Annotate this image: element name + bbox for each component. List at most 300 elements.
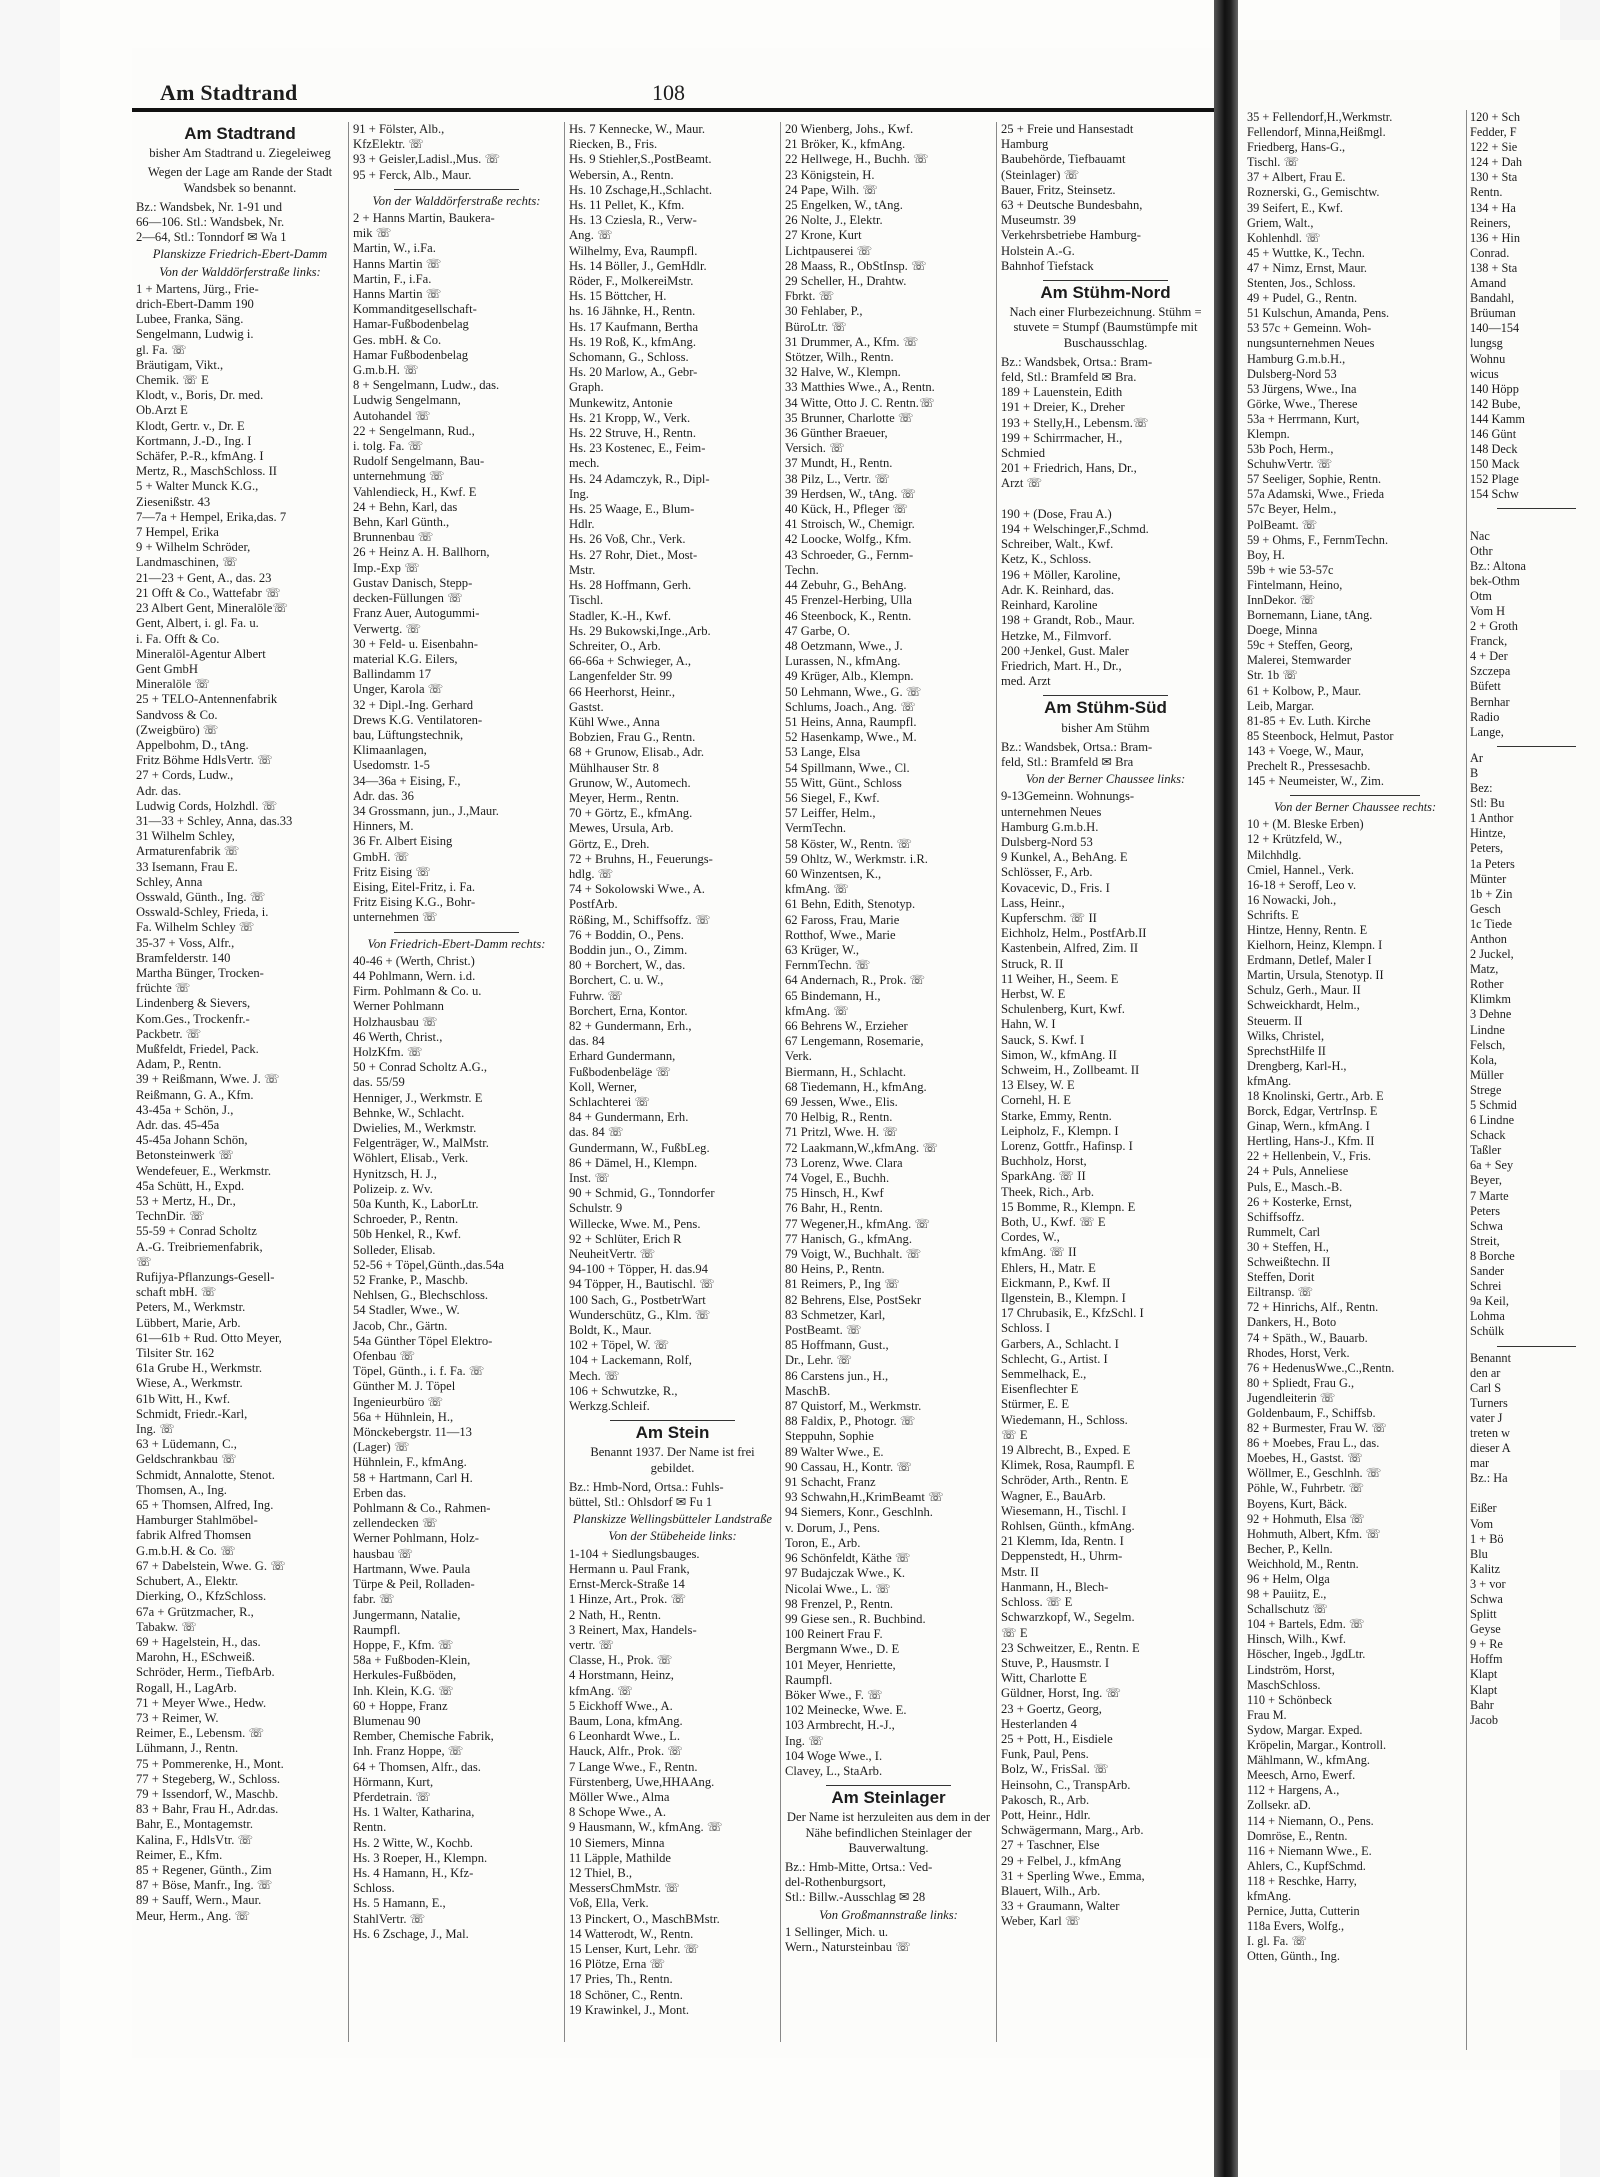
directory-entry: Werner Pohlmann	[353, 999, 444, 1014]
directory-entry: Gundermann, W., FußbLeg.	[569, 1140, 710, 1155]
directory-entry: Baubehörde, Tiefbauamt	[1001, 152, 1126, 167]
directory-entry: Eißer	[1470, 1501, 1497, 1516]
directory-entry: Fürstenberg, Uwe,HHAAng.	[569, 1774, 715, 1789]
directory-entry: 5 + Walter Munck K.G.,	[136, 479, 259, 494]
directory-entry: Ginap, Wern., kfmAng. I	[1247, 1119, 1370, 1134]
directory-entry: 66-66a + Schwieger, A.,	[569, 654, 692, 669]
directory-entry: Mählmann, W., kfmAng.	[1247, 1753, 1370, 1768]
directory-entry: 53 + Mertz, H., Dr.,	[136, 1194, 236, 1209]
directory-entry: 29 + Felbel, J., kfmAng	[1001, 1853, 1122, 1868]
directory-entry: Wiese, A., Werkmstr.	[136, 1376, 243, 1391]
directory-entry: Lorenz, Gottfr., Hafinsp. I	[1001, 1139, 1133, 1153]
directory-entry: 152 Plage	[1470, 472, 1519, 487]
directory-entry: i. Fa. Offt & Co.	[136, 631, 220, 646]
directory-entry: Tischl.	[569, 593, 604, 608]
directory-entry: Hamar-Fußbodenbelag	[353, 317, 469, 332]
directory-entry: Klapt	[1470, 1667, 1498, 1682]
directory-entry: Turners	[1470, 1395, 1508, 1410]
directory-entry: 44 Pohlmann, Wern. i.d.	[353, 968, 476, 983]
directory-entry: Otten, Günth., Ing.	[1247, 1949, 1340, 1964]
directory-entry: 64 + Thomsen, Alfr., das.	[353, 1759, 481, 1774]
directory-entry: Othr	[1470, 543, 1493, 558]
directory-entry: 79 + Issendorf, W., Maschb.	[136, 1786, 279, 1801]
directory-entry: 99 Giese sen., R. Buchbind.	[785, 1611, 926, 1626]
directory-entry: feld, Stl.: Bramfeld ✉ Bra	[1001, 754, 1134, 769]
directory-entry: Ges. mbH. & Co.	[353, 332, 442, 347]
directory-entry: 77 Hanisch, G., kfmAng.	[785, 1231, 912, 1246]
directory-entry: Verwertg. ☏	[353, 621, 422, 636]
directory-entry: Hintze,	[1470, 826, 1506, 841]
directory-entry: Pöhle, W., Fuhrbetr. ☏	[1247, 1481, 1364, 1496]
directory-entry: 74 + Sokolowski Wwe., A.	[569, 882, 705, 897]
directory-entry: Dr., Lehr. ☏	[785, 1353, 853, 1368]
directory-entry: Hanns Martin ☏	[353, 256, 442, 271]
directory-entry: BüroLtr. ☏	[785, 319, 847, 334]
directory-entry: ☏ E	[1001, 1625, 1028, 1640]
directory-entry: 46 Werth, Christ.,	[353, 1029, 443, 1044]
directory-entry: schaft mbH. ☏	[136, 1285, 217, 1300]
directory-entry: Bauer, Fritz, Steinsetz.	[1001, 182, 1116, 197]
directory-entry: Lindenberg & Sievers,	[136, 996, 251, 1011]
directory-entry: Hörmann, Kurt,	[353, 1774, 434, 1789]
directory-entry: 57c Beyer, Helm.,	[1247, 502, 1337, 517]
section-divider	[1497, 1346, 1577, 1347]
directory-entry: Schlums, Joach., Ang. ☏	[785, 699, 916, 714]
directory-entry: 16-18 + Seroff, Leo v.	[1247, 877, 1357, 892]
directory-entry: Weichhold, M., Rentn.	[1247, 1556, 1359, 1571]
directory-entry: 3 + vor	[1470, 1576, 1506, 1591]
directory-entry: Boddin jun., O., Zimm.	[569, 942, 688, 957]
directory-entry: Doege, Minna	[1247, 623, 1318, 638]
directory-entry: Nehlsen, G., Blechschloss.	[353, 1288, 489, 1303]
directory-entry: Klimek, Rosa, Raumpfl. E	[1001, 1458, 1135, 1473]
directory-entry: Schäfer, P.-R., kfmAng. I	[136, 449, 264, 464]
directory-entry: 94 Siemers, Konr., Geschlnh.	[785, 1505, 933, 1520]
street-description: Wegen der Lage am Rande der Stadt Wandsbek so benannt.	[147, 165, 333, 195]
directory-entry: SprechstHilfe II	[1247, 1043, 1326, 1058]
directory-entry: PostfArb.	[569, 897, 618, 912]
directory-entry: Rudolf Sengelmann, Bau-	[353, 454, 485, 469]
section-subheading: Von der Berner Chaussee rechts:	[1273, 800, 1437, 815]
directory-entry: Schulstr. 9	[569, 1201, 623, 1216]
directory-entry: Marohn, H., ESchweiß.	[136, 1650, 255, 1665]
directory-entry: Kröpelin, Margar., Kontroll.	[1247, 1738, 1387, 1753]
directory-entry: 53 Lange, Elsa	[785, 745, 861, 760]
directory-entry: 33 Matthies Wwe., A., Rentn.	[785, 380, 935, 395]
directory-entry: Schubert, A., Elektr.	[136, 1574, 239, 1589]
directory-entry: 21 Offt & Co., Wattefabr ☏	[136, 585, 281, 600]
directory-entry: Büfett	[1470, 679, 1501, 694]
section-subheading: Von der Berner Chaussee links:	[1025, 772, 1186, 787]
directory-entry: Taßler	[1470, 1143, 1502, 1158]
directory-entry: Osswald, Günth., Ing. ☏	[136, 889, 266, 904]
directory-entry: Pferdetrain. ☏	[353, 1789, 431, 1804]
directory-entry: Leipholz, F., Klempn. I	[1001, 1123, 1119, 1138]
directory-entry: Reimer, E., Kfm.	[136, 1847, 223, 1862]
directory-entry: 15 Bomme, R., Klempn. E	[1001, 1199, 1136, 1214]
directory-entry: InnDekor. ☏	[1247, 593, 1315, 607]
directory-entry: 18 Knolinski, Gertr., Arb. E	[1247, 1089, 1384, 1103]
directory-entry: 90 Cassau, H., Kontr. ☏	[785, 1459, 912, 1474]
directory-entry: Schweickhardt, Helm.,	[1247, 998, 1360, 1013]
directory-entry: mar	[1470, 1456, 1490, 1471]
directory-entry: Schweim, H., Zollbeamt. II	[1001, 1062, 1140, 1077]
directory-entry: 83 Schmetzer, Karl,	[785, 1307, 886, 1322]
directory-entry: Hynitzsch, H. J.,	[353, 1166, 437, 1181]
directory-entry: Schulz, Gerh., Maur. II	[1247, 983, 1361, 998]
directory-entry: Werner Pohlmann, Holz-	[353, 1531, 479, 1546]
directory-entry: Hühnlein, F., kfmAng.	[353, 1455, 467, 1470]
directory-entry: Gent GmbH	[136, 661, 198, 676]
directory-entry: Erhard Gundermann,	[569, 1049, 676, 1064]
directory-entry: v. Dorum, J., Pens.	[785, 1520, 881, 1535]
directory-entry: Munkewitz, Antonie	[569, 395, 673, 410]
directory-entry: Adr. das. 45-45a	[136, 1118, 220, 1132]
directory-entry: 34—36a + Eising, F.,	[353, 773, 461, 788]
directory-entry: 49 Krüger, Alb., Klempn.	[785, 669, 914, 684]
directory-entry: 7 Marte	[1470, 1188, 1509, 1203]
directory-entry: Bahr	[1470, 1697, 1494, 1712]
directory-entry: Bergmann Wwe., D. E	[785, 1642, 900, 1657]
directory-entry: 81-85 + Ev. Luth. Kirche	[1247, 713, 1371, 728]
directory-entry: 5 Schmid	[1470, 1098, 1517, 1112]
right-column-1	[1244, 110, 1466, 2050]
directory-entry: 39 Seifert, E., Kwf.	[1247, 200, 1343, 215]
directory-entry: 190 + (Dose, Frau A.)	[1001, 506, 1112, 521]
directory-entry: Hanns Martin ☏	[353, 287, 442, 302]
directory-entry: Lindström, Horst,	[1247, 1662, 1335, 1677]
directory-entry: 70 + Görtz, E., kfmAng.	[569, 806, 693, 821]
directory-entry: 7—7a + Hempel, Erika,das. 7	[136, 509, 287, 524]
directory-entry: Kühl Wwe., Anna	[569, 714, 660, 729]
directory-entry: Dwielies, M., Werkmstr.	[353, 1121, 477, 1135]
directory-entry: Eickmann, P., Kwf. II	[1001, 1275, 1111, 1290]
directory-entry: 150 Mack	[1470, 457, 1520, 472]
directory-entry: 136 + Hin	[1470, 230, 1520, 245]
directory-entry: (Steinlager) ☏	[1001, 167, 1080, 182]
directory-entry: Schwa	[1470, 1592, 1503, 1606]
directory-entry: 47 + Nimz, Ernst, Maur.	[1247, 260, 1367, 275]
directory-entry: 100 Sach, G., PostbetrWart	[569, 1292, 706, 1307]
directory-entry: Dulsberg-Nord 53	[1247, 366, 1337, 381]
directory-entry: Stl.: Billw.-Ausschlag ✉ 28	[785, 1890, 926, 1905]
directory-entry: 56a + Hühnlein, H.,	[353, 1409, 454, 1424]
directory-entry: 21 Klemm, Ida, Rentn. I	[1001, 1534, 1124, 1549]
directory-entry: Schiffsoffz.	[1247, 1209, 1305, 1224]
directory-entry: 13 Pinckert, O., MaschBMstr.	[569, 1911, 720, 1926]
directory-entry: 70 Helbig, R., Rentn.	[785, 1110, 893, 1125]
directory-entry: Nicolai Wwe., L. ☏	[785, 1581, 891, 1596]
directory-entry: Wilks, Christel,	[1247, 1028, 1325, 1043]
directory-entry: Hesterlanden 4	[1001, 1716, 1077, 1731]
directory-entry: Stürmer, E. E	[1001, 1397, 1070, 1412]
directory-entry: Kastenbein, Alfred, Zim. II	[1001, 941, 1139, 956]
directory-entry: 43 Schroeder, G., Fernm-	[785, 547, 914, 562]
directory-entry: Bz.: Altona	[1470, 558, 1527, 573]
directory-entry: 10 + (M. Bleske Erben)	[1247, 817, 1364, 832]
directory-entry: 9 Hausmann, W., kfmAng. ☏	[569, 1820, 723, 1835]
directory-entry: Sengelmann, Ludwig i.	[136, 327, 254, 342]
directory-entry: Kalina, F., HdlsVtr. ☏	[136, 1832, 254, 1847]
directory-entry: Schülk	[1470, 1324, 1505, 1339]
directory-entry: 58 Köster, W., Rentn. ☏	[785, 836, 913, 851]
directory-entry: Reinhard, Karoline	[1001, 598, 1098, 613]
directory-entry: 45 + Wuttke, K., Techn.	[1247, 245, 1365, 260]
directory-entry: i. tolg. Fa. ☏	[353, 439, 424, 454]
directory-entry: Herbst, W. E	[1001, 986, 1066, 1001]
directory-entry: Franck,	[1470, 634, 1508, 649]
directory-entry: Hamburger Stahlmöbel-	[136, 1513, 258, 1528]
directory-entry: Klodt, v., Boris, Dr. med.	[136, 388, 264, 403]
directory-entry: Bolz, W., FrisSal. ☏	[1001, 1762, 1109, 1777]
directory-entry: 75 Hinsch, H., Kwf	[785, 1186, 884, 1201]
directory-entry: das. 84	[569, 1034, 605, 1049]
directory-entry: 124 + Dah	[1470, 155, 1523, 170]
directory-entry: mik ☏	[353, 226, 392, 241]
directory-entry: 67 + Dabelstein, Wwe. G. ☏	[136, 1558, 286, 1573]
directory-entry: Bez:	[1470, 781, 1493, 796]
directory-entry: 4 Horstmann, Heinz,	[569, 1668, 674, 1683]
directory-entry: 68 Tiedemann, H., kfmAng.	[785, 1079, 927, 1094]
directory-entry: 25 Engelken, W., tAng.	[785, 198, 903, 213]
directory-entry: 8 Borche	[1470, 1248, 1515, 1263]
directory-entry: 7 Lange Wwe., F., Rentn.	[569, 1759, 698, 1774]
directory-entry: Peters, M., Werkmstr.	[136, 1300, 246, 1315]
directory-entry: 86 Carstens jun., H.,	[785, 1368, 889, 1383]
directory-entry: Leib, Margar.	[1247, 698, 1315, 713]
directory-entry: Görtz, E., Dreh.	[569, 836, 650, 851]
directory-entry: 4 + Der	[1470, 649, 1508, 664]
section-subheading: Von der Stübeheide links:	[608, 1529, 737, 1544]
directory-entry: 91 Schacht, Franz	[785, 1475, 876, 1490]
directory-entry: 24 + Behn, Karl, das	[353, 499, 458, 514]
directory-entry: 189 + Lauenstein, Edith	[1001, 385, 1123, 400]
directory-entry: Hohmuth, Albert, Kfm. ☏	[1247, 1526, 1381, 1541]
directory-entry: Mönckebergstr. 11—13	[353, 1425, 472, 1440]
directory-entry: 27 + Taschner, Else	[1001, 1838, 1100, 1853]
directory-entry: Schulenberg, Kurt, Kwf.	[1001, 1002, 1125, 1017]
directory-entry: Kommanditgesellschaft-	[353, 302, 477, 317]
right-column-2	[1466, 110, 1600, 2050]
directory-entry: 26 Nolte, J., Elektr.	[785, 213, 883, 228]
directory-entry: Malerei, Stemwarder	[1247, 653, 1351, 668]
directory-entry: 140 Höpp	[1470, 381, 1519, 396]
section-subheading: Von Friedrich-Ebert-Damm rechts:	[367, 936, 546, 951]
directory-entry: Anthon	[1470, 931, 1507, 946]
directory-entry: kfmAng.	[1247, 1073, 1292, 1088]
directory-entry: Theek, Rich., Arb.	[1001, 1184, 1095, 1199]
directory-entry: Autohandel ☏	[353, 408, 431, 423]
directory-entry: Rogall, H., LagArb.	[136, 1680, 237, 1695]
directory-entry: 102 Meinecke, Wwe. E.	[785, 1703, 907, 1718]
directory-entry: 118 + Reschke, Harry,	[1247, 1873, 1357, 1888]
directory-entry: ☏ E	[1001, 1427, 1028, 1442]
directory-entry: A.-G. Treibriemenfabrik,	[136, 1239, 263, 1254]
directory-entry: Gastst.	[569, 699, 604, 714]
directory-entry: 104 Woge Wwe., I.	[785, 1748, 883, 1763]
directory-entry: Toron, E., Arb.	[785, 1535, 861, 1550]
directory-entry: Milchhdlg.	[1247, 847, 1302, 862]
directory-entry: Solleder, Elisab.	[353, 1242, 436, 1257]
directory-entry: 16 Nowacki, Joh.,	[1247, 892, 1337, 907]
directory-entry: NeuheitVertr. ☏	[569, 1247, 656, 1262]
directory-entry: Ing.	[569, 486, 589, 501]
directory-entry: 66 Behrens W., Erzieher	[785, 1018, 908, 1033]
directory-entry: Hamburg G.m.b.H.,	[1247, 351, 1346, 366]
directory-entry: 23 Schweitzer, E., Rentn. E	[1001, 1640, 1140, 1655]
directory-entry: Willecke, Wwe. M., Pens.	[569, 1216, 701, 1231]
directory-entry: Raumpfl.	[353, 1622, 401, 1637]
directory-entry: Ahlers, C., KupfSchmd.	[1247, 1858, 1366, 1873]
directory-entry: Hs. 25 Waage, E., Blum-	[569, 502, 695, 517]
directory-entry: 142 Bube,	[1470, 396, 1521, 411]
directory-entry: 9 Kunkel, A., BehAng. E	[1001, 850, 1128, 865]
directory-entry: 37 + Albert, Frau E.	[1247, 170, 1346, 185]
directory-entry: Tilsiter Str. 162	[136, 1346, 215, 1361]
directory-entry: 138 + Sta	[1470, 260, 1518, 275]
street-heading: Am Stühm-Süd	[1044, 698, 1167, 718]
directory-entry: Bernhar	[1470, 694, 1510, 709]
directory-entry: 104 + Lackemann, Rolf,	[569, 1353, 692, 1368]
directory-entry: Günther M. J. Töpel	[353, 1379, 456, 1394]
directory-entry: 25 + Freie und Hansestadt	[1001, 122, 1134, 136]
directory-entry: 102 + Töpel, W. ☏	[569, 1338, 670, 1353]
directory-entry: kfmAng. ☏	[569, 1683, 634, 1698]
directory-entry: 21 Bröker, K., kfmAng.	[785, 137, 906, 152]
directory-entry: 93 + Geisler,Ladisl.,Mus. ☏	[353, 152, 501, 167]
directory-entry: Goldenbaum, F., Schiffsb.	[1247, 1405, 1376, 1420]
directory-entry: Hamburg G.m.b.H.	[1001, 819, 1099, 834]
directory-entry: 40-46 + (Werth, Christ.)	[353, 953, 475, 968]
directory-entry: Bräutigam, Vikt.,	[136, 357, 224, 372]
directory-entry: 80 + Borchert, W., das.	[569, 958, 686, 973]
directory-entry: Kom.Ges., Trockenfr.-	[136, 1011, 250, 1026]
directory-entry: Ingenieurbüro ☏	[353, 1394, 444, 1409]
directory-entry: Eisenflechter E	[1001, 1382, 1079, 1397]
directory-entry: Eichholz, Helm., PostfArb.II	[1001, 926, 1147, 941]
directory-entry: drich-Ebert-Damm 190	[136, 297, 254, 312]
directory-entry: Müller	[1470, 1067, 1504, 1082]
directory-entry: (Lager) ☏	[353, 1440, 410, 1455]
directory-entry: Hs. 23 Kostenec, E., Feim-	[569, 441, 706, 456]
directory-entry: 63 + Deutsche Bundesbahn,	[1001, 198, 1143, 213]
directory-entry: Lindne	[1470, 1022, 1505, 1037]
directory-entry: 88 Faldix, P., Photogr. ☏	[785, 1414, 916, 1429]
directory-entry: 41 Stroisch, W., Chemigr.	[785, 517, 915, 532]
directory-entry: 76 Bahr, H., Rentn.	[785, 1201, 883, 1216]
street-description: bisher Am Stühm	[1061, 720, 1150, 735]
directory-entry: 71 + Meyer Wwe., Hedw.	[136, 1695, 267, 1710]
directory-entry: Hinsch, Wilh., Kwf.	[1247, 1632, 1347, 1647]
directory-entry: Jacob	[1470, 1712, 1498, 1727]
directory-entry: 61—61b + Rud. Otto Meyer,	[136, 1330, 282, 1345]
directory-entry: MessersChmMstr. ☏	[569, 1881, 680, 1896]
directory-entry: StahlVertr. ☏	[353, 1911, 426, 1926]
directory-entry: Klimkm	[1470, 992, 1511, 1007]
directory-entry: Pott, Heinr., Hdlr.	[1001, 1807, 1091, 1822]
directory-entry: 64 Andernach, R., Prok. ☏	[785, 973, 926, 988]
directory-entry: Fedder, F	[1470, 125, 1517, 140]
directory-entry: Klempn.	[1247, 426, 1290, 441]
directory-entry: 36 Fr. Albert Eising	[353, 834, 453, 849]
directory-entry: 55 Witt, Günt., Schloss	[785, 775, 902, 790]
directory-entry: 191 + Dreier, K., Dreher	[1001, 400, 1125, 415]
directory-entry: 76 + Boddin, O., Pens.	[569, 927, 684, 942]
directory-entry: 84 + Gundermann, Erh.	[569, 1110, 689, 1125]
section-subheading: Von der Walddörferstraße links:	[159, 264, 321, 279]
directory-entry	[1470, 1486, 1600, 1501]
directory-entry: 20 Wienberg, Johs., Kwf.	[785, 122, 914, 136]
directory-entry: Hintze, Henny, Rentn. E	[1247, 922, 1368, 937]
directory-entry: Stenten, Jos., Schloss.	[1247, 276, 1356, 291]
directory-entry: Wiesemann, H., Tischl. I	[1001, 1503, 1127, 1518]
directory-entry: 46 Steenbock, K., Rentn.	[785, 608, 912, 623]
directory-entry: KfzElektr. ☏	[353, 137, 424, 152]
directory-entry: Fbrkt. ☏	[785, 289, 835, 304]
directory-entry: material K.G. Eilers,	[353, 651, 458, 666]
directory-entry: 1-104 + Siedlungsbauges.	[569, 1546, 700, 1561]
directory-entry: unternehmen ☏	[353, 910, 438, 925]
directory-entry: Hs. 2 Witte, W., Kochb.	[353, 1835, 473, 1850]
directory-entry: Becher, P., Kelln.	[1247, 1541, 1333, 1556]
directory-entry: Strege	[1470, 1082, 1502, 1097]
directory-entry: Lühmann, J., Rentn.	[136, 1741, 239, 1756]
directory-entry: Rufijya-Pflanzungs-Gesell-	[136, 1270, 275, 1285]
directory-entry: Domröse, E., Rentn.	[1247, 1828, 1348, 1843]
directory-entry: feld, Stl.: Bramfeld ✉ Bra.	[1001, 370, 1137, 385]
directory-entry: Adr. K. Reinhard, das.	[1001, 582, 1114, 597]
directory-entry: 61a Grube H., Werkmstr.	[136, 1361, 263, 1376]
directory-entry: Hs. 5 Hamann, E.,	[353, 1896, 446, 1911]
directory-entry: Heinsohn, C., TranspArb.	[1001, 1777, 1131, 1792]
directory-entry: Hartmann, Wwe. Paula	[353, 1561, 471, 1576]
directory-entry: Martin, W., i.Fa.	[353, 241, 436, 256]
directory-entry: Rößing, M., Schiffsoffz. ☏	[569, 912, 711, 927]
column-4	[780, 122, 996, 2042]
directory-entry: SchuhwVertr. ☏	[1247, 457, 1333, 472]
directory-entry: 23 Königstein, H.	[785, 167, 875, 182]
directory-entry: Kohlenhdl. ☏	[1247, 230, 1321, 245]
directory-entry: 37 Mundt, H., Rentn.	[785, 456, 893, 471]
directory-entry: 54 Spillmann, Wwe., Cl.	[785, 760, 910, 775]
directory-entry: 67a + Grützmacher, R.,	[136, 1604, 254, 1619]
directory-entry: 116 + Niemann Wwe., E.	[1247, 1843, 1372, 1858]
section-subheading: Planskizze Friedrich-Ebert-Damm	[152, 247, 328, 262]
directory-entry: 56 Siegel, F., Kwf.	[785, 790, 880, 805]
directory-entry: 9 + Wilhelm Schröder,	[136, 540, 251, 555]
directory-entry: 12 Thiel, B.,	[569, 1865, 633, 1880]
directory-entry: Arzt ☏	[1001, 476, 1043, 491]
section-divider	[610, 1420, 734, 1421]
directory-entry: Hs. 19 Roß, K., kfmAng.	[569, 334, 696, 349]
directory-entry: Reiners,	[1470, 215, 1511, 230]
column-2	[348, 122, 564, 2042]
section-divider	[1290, 795, 1420, 796]
directory-entry: G.m.b.H. & Co. ☏	[136, 1543, 236, 1558]
directory-entry: nungsunternehmen Neues	[1247, 336, 1375, 351]
section-divider	[1497, 746, 1577, 747]
directory-entry: 101 Meyer, Henriette,	[785, 1657, 896, 1672]
directory-entry: Geldschrankbau ☏	[136, 1452, 237, 1467]
directory-entry: 17 Chrubasik, E., KfzSchl. I	[1001, 1306, 1144, 1321]
directory-entry: Behn, Karl Günth.,	[353, 515, 450, 530]
directory-entry: Schrifts. E	[1247, 907, 1299, 922]
directory-entry: Inst. ☏	[569, 1171, 610, 1186]
directory-entry: Inh. Klein, K.G. ☏	[353, 1683, 454, 1698]
directory-entry: SparkAng. ☏ II	[1001, 1169, 1086, 1184]
directory-entry: Puls, E., Masch.-B.	[1247, 1179, 1343, 1194]
directory-entry: 2 Nath, H., Rentn.	[569, 1607, 661, 1622]
